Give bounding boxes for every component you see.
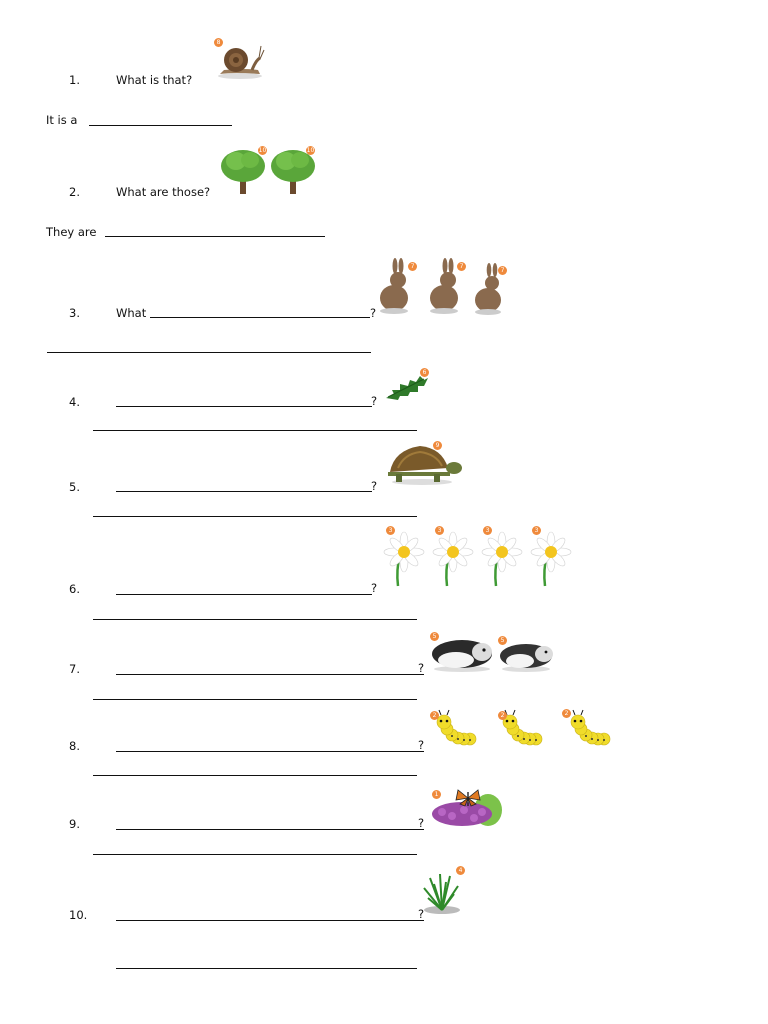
question-mark: ? — [418, 907, 425, 921]
question-mark: ? — [371, 394, 378, 408]
number-badge: 7 — [498, 266, 507, 275]
question-field[interactable] — [116, 815, 424, 829]
answer-field[interactable] — [93, 761, 417, 775]
answer-field[interactable] — [93, 605, 417, 619]
question-line — [116, 406, 372, 407]
number-badge: 3 — [483, 526, 492, 535]
question-number: 1. — [69, 73, 80, 87]
question-line — [116, 920, 424, 921]
rabbit-icon — [376, 258, 512, 316]
answer-line — [93, 516, 417, 517]
answer-line — [93, 699, 417, 700]
answer-line — [116, 968, 417, 969]
daisy-icon — [382, 524, 576, 588]
question-number: 8. — [69, 739, 80, 753]
question-number: 9. — [69, 817, 80, 831]
answer-field[interactable] — [116, 954, 417, 968]
question-field[interactable] — [116, 906, 424, 920]
question-number: 4. — [69, 395, 80, 409]
number-badge: 6 — [420, 368, 429, 377]
question-line — [116, 594, 372, 595]
question-field[interactable] — [116, 660, 424, 674]
question-line — [116, 751, 424, 752]
grass-icon — [420, 864, 468, 916]
number-badge: 8 — [214, 38, 223, 47]
answer-line — [93, 430, 417, 431]
number-badge: 1 — [432, 790, 441, 799]
answer-prefix: They are — [46, 225, 97, 239]
butterfly-on-flowers-icon — [428, 786, 504, 828]
answer-line — [47, 352, 371, 353]
answer-line — [105, 236, 325, 237]
answer-prefix: It is a — [46, 113, 78, 127]
question-prompt: What are those? — [116, 185, 211, 199]
number-badge: 2 — [562, 709, 571, 718]
guinea-pig-icon — [428, 630, 556, 674]
answer-line — [93, 854, 417, 855]
answer-field[interactable] — [47, 338, 371, 352]
caterpillar-icon — [428, 707, 628, 751]
tree-icon — [220, 146, 318, 196]
turtle-icon — [384, 438, 466, 486]
answer-line — [93, 619, 417, 620]
question-field[interactable] — [116, 477, 372, 491]
question-mark: ? — [370, 306, 377, 320]
question-number: 6. — [69, 582, 80, 596]
number-badge: 10 — [306, 147, 315, 154]
question-mark: ? — [418, 738, 425, 752]
question-number: 2. — [69, 185, 80, 199]
number-badge: 9 — [433, 441, 442, 450]
question-prompt: What — [116, 306, 147, 320]
number-badge: 5 — [498, 636, 507, 645]
question-mark: ? — [371, 581, 378, 595]
question-line — [116, 491, 372, 492]
answer-field[interactable] — [89, 111, 232, 125]
question-number: 3. — [69, 306, 80, 320]
question-mark: ? — [418, 661, 425, 675]
number-badge: 5 — [430, 632, 439, 641]
number-badge: 4 — [456, 866, 465, 875]
number-badge: 3 — [532, 526, 541, 535]
question-number: 7. — [69, 662, 80, 676]
number-badge: 10 — [258, 147, 267, 154]
question-field[interactable] — [116, 392, 372, 406]
question-line — [150, 317, 370, 318]
question-mark: ? — [371, 479, 378, 493]
question-field[interactable] — [116, 580, 372, 594]
number-badge: 3 — [435, 526, 444, 535]
answer-field[interactable] — [93, 416, 417, 430]
question-mark: ? — [418, 816, 425, 830]
answer-line — [93, 775, 417, 776]
answer-field[interactable] — [105, 222, 325, 236]
question-line — [116, 829, 424, 830]
question-number: 10. — [69, 908, 88, 922]
question-line — [116, 674, 424, 675]
number-badge: 2 — [430, 711, 439, 720]
question-prompt: What is that? — [116, 73, 193, 87]
question-number: 5. — [69, 480, 80, 494]
question-field[interactable] — [150, 303, 370, 317]
answer-field[interactable] — [93, 840, 417, 854]
question-field[interactable] — [116, 737, 424, 751]
leaf-icon — [384, 368, 434, 402]
number-badge: 7 — [457, 262, 466, 271]
snail-icon — [214, 38, 266, 80]
number-badge: 7 — [408, 262, 417, 271]
answer-line — [89, 125, 232, 126]
number-badge: 3 — [386, 526, 395, 535]
answer-field[interactable] — [93, 502, 417, 516]
number-badge: 2 — [498, 711, 507, 720]
answer-field[interactable] — [93, 685, 417, 699]
